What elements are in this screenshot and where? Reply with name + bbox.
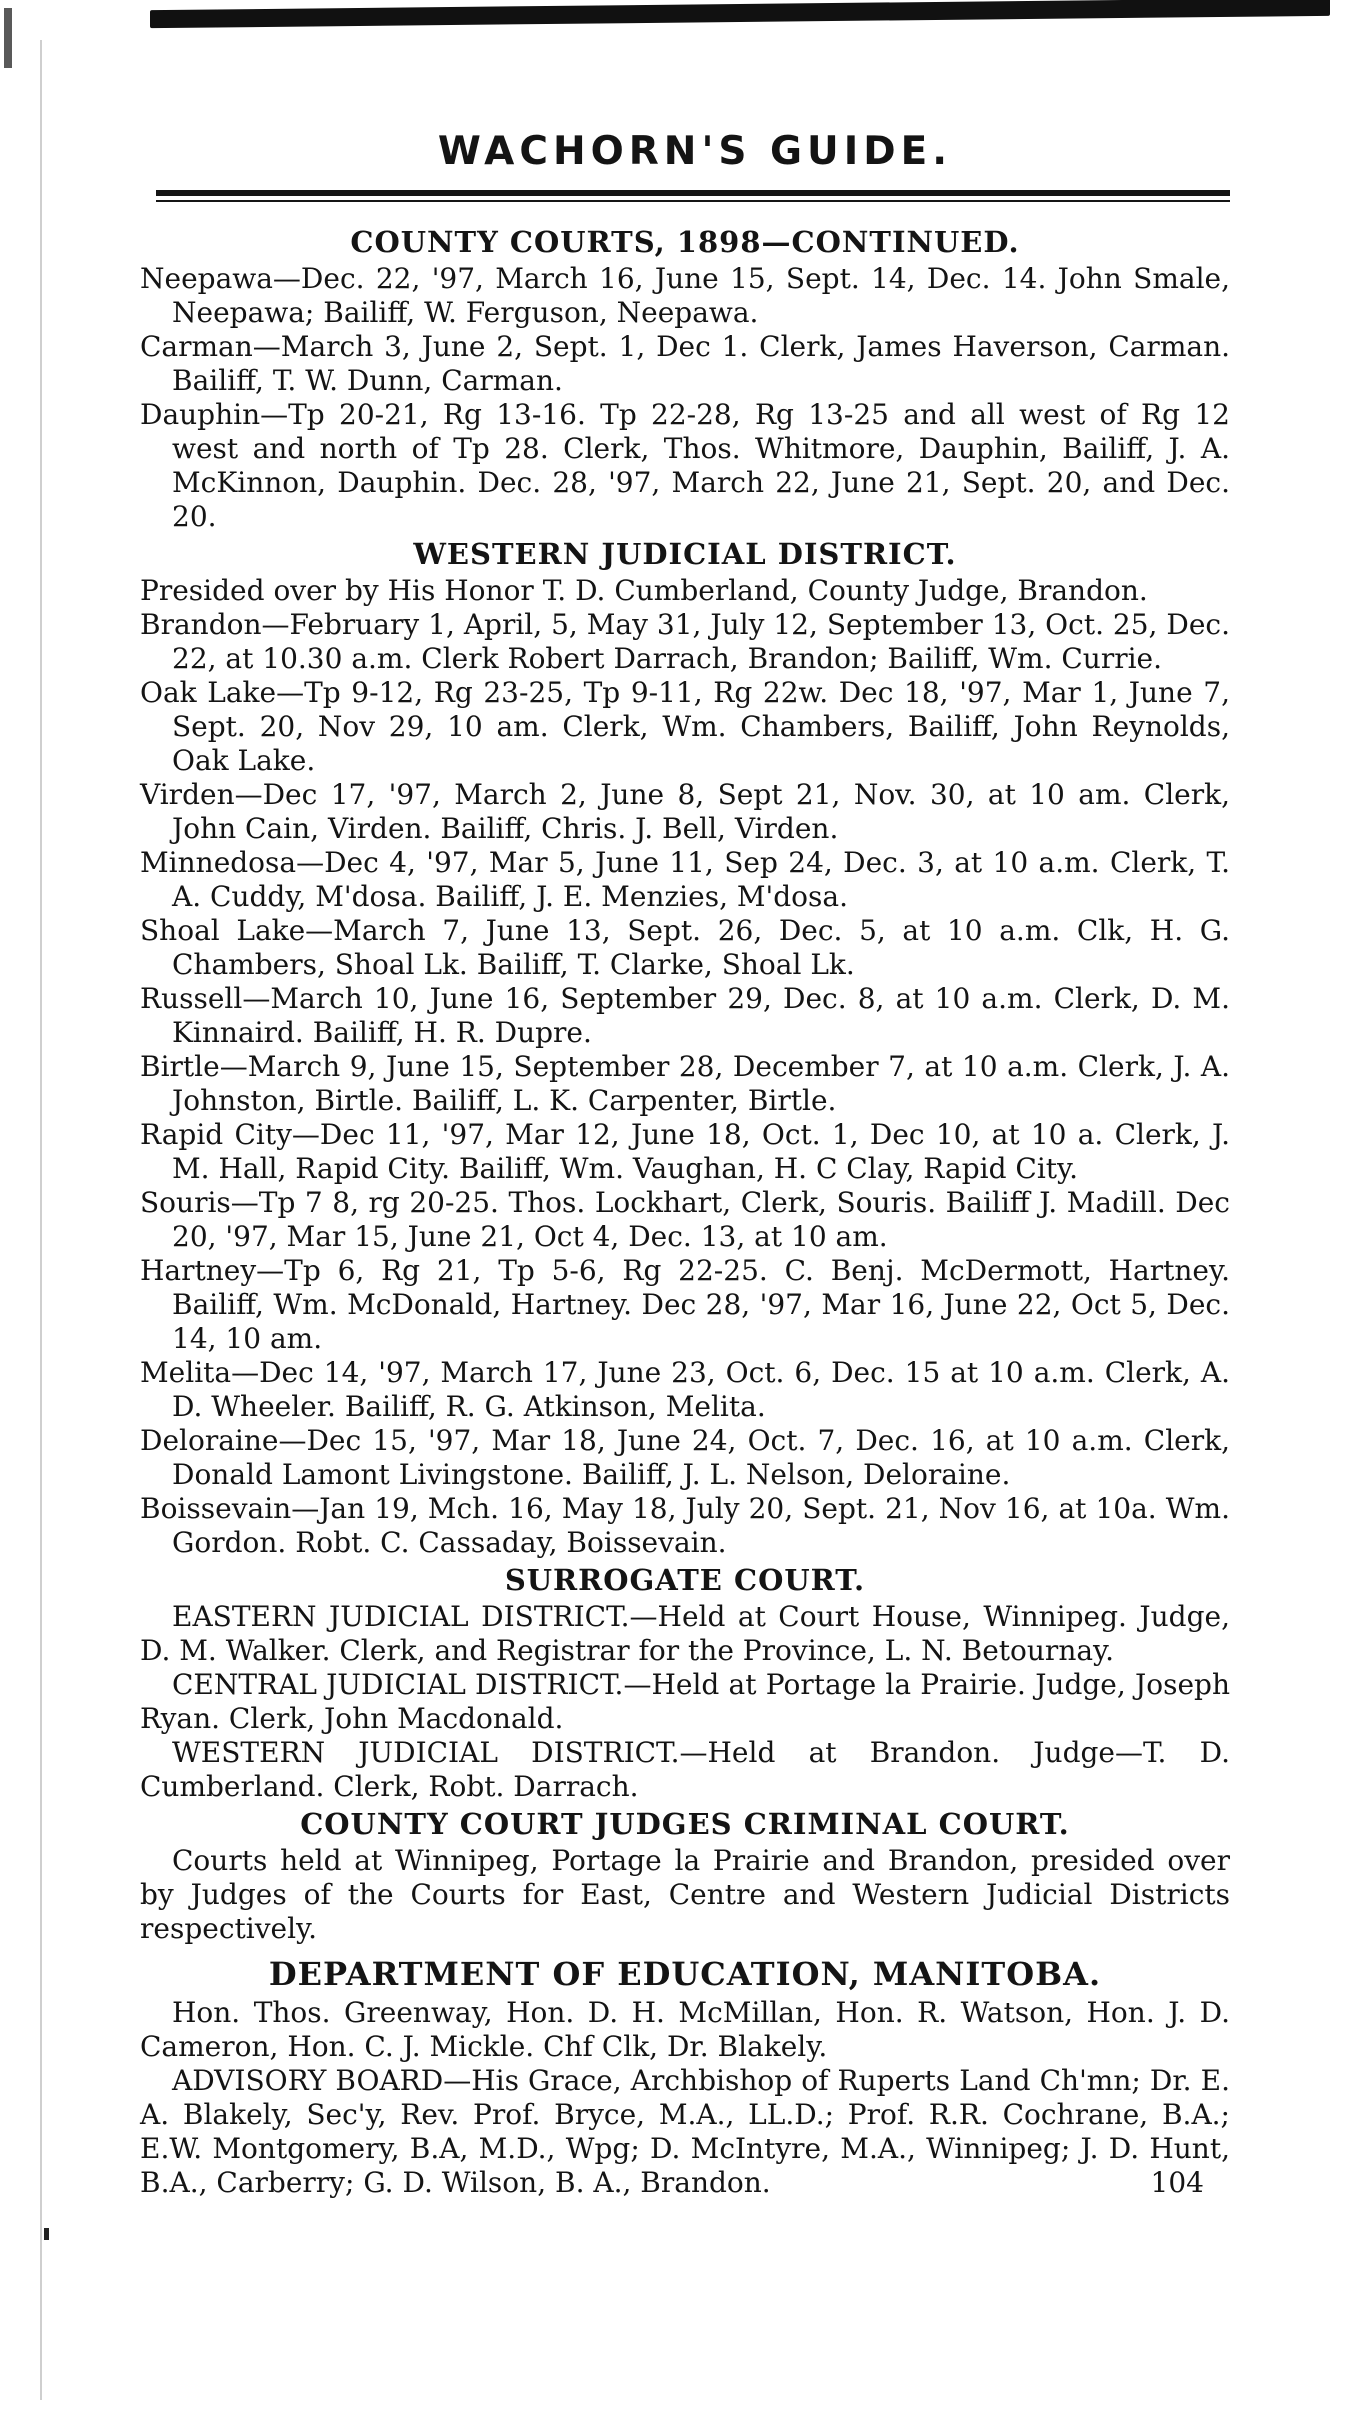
surrogate-court-section <box>140 1560 1230 1804</box>
court-entry: Dauphin—Tp 20-21, Rg 13-16. Tp 22-28, Rg 13-25 and all west of Rg 12 west and north of Tp 28. Clerk, Thos. Whitmore, Dauphin, Bailiff, J. A. McKinnon, Dauphin. Dec. 28, '97, March 22, June 21, Sept. 20, and Dec. 20. <box>140 398 1230 533</box>
head-rule-thick <box>156 190 1230 196</box>
page-number: 104 <box>1150 2166 1204 2199</box>
western-district-section <box>140 534 1230 1560</box>
page-footer <box>140 2166 1230 2238</box>
court-paragraph: Courts held at Winnipeg, Portage la Prairie and Brandon, presided over by Judges of the Courts for East, Centre and Western Judicial Districts respectively. <box>140 1844 1230 1945</box>
court-entry: Boissevain—Jan 19, Mch. 16, May 18, July 20, Sept. 21, Nov 16, at 10a. Wm. Gordon. Robt. C. Cassaday, Boissevain. <box>140 1492 1230 1559</box>
head-rule-thin <box>156 200 1230 202</box>
court-entry: Virden—Dec 17, '97, March 2, June 8, Sept 21, Nov. 30, at 10 am. Clerk, John Cain, Virden. Bailiff, Chris. J. Bell, Virden. <box>140 778 1230 845</box>
court-entry: Birtle—March 9, June 15, September 28, December 7, at 10 a.m. Clerk, J. A. Johnston, Birtle. Bailiff, L. K. Carpenter, Birtle. <box>140 1050 1230 1117</box>
page-content <box>140 128 1230 2238</box>
section-heading: SURROGATE COURT. <box>504 1563 866 1597</box>
court-entry: Souris—Tp 7 8, rg 20-25. Thos. Lockhart, Clerk, Souris. Bailiff J. Madill. Dec 20, '97, Mar 15, June 21, Oct 4, Dec. 13, at 10 am. <box>140 1186 1230 1253</box>
court-entry: Russell—March 10, June 16, September 29, Dec. 8, at 10 a.m. Clerk, D. M. Kinnaird. Bailiff, H. R. Dupre. <box>140 982 1230 1049</box>
court-entry: Neepawa—Dec. 22, '97, March 16, June 15, Sept. 14, Dec. 14. John Smale, Neepawa; Bailiff, W. Ferguson, Neepawa. <box>140 262 1230 329</box>
running-head: WACHORN'S GUIDE. <box>437 129 953 174</box>
county-courts-section <box>140 222 1230 534</box>
court-entry: Melita—Dec 14, '97, March 17, June 23, Oct. 6, Dec. 15 at 10 a.m. Clerk, A. D. Wheeler. Bailiff, R. G. Atkinson, Melita. <box>140 1356 1230 1423</box>
education-paragraph: ADVISORY BOARD—His Grace, Archbishop of Ruperts Land Ch'mn; Dr. E. A. Blakely, Sec'y, Rev. Prof. Bryce, M.A., LL.D.; Prof. R.R. Cochrane, B.A.; E.W. Montgomery, B.A, M.D., Wpg; D. McIntyre, M.A., Winnipeg; J. D. Hunt, B.A., Carberry; G. D. Wilson, B. A., Brandon. <box>140 2064 1230 2199</box>
court-entry: Carman—March 3, June 2, Sept. 1, Dec 1. Clerk, James Haverson, Carman. Bailiff, T. W. Dunn, Carman. <box>140 330 1230 397</box>
scan-top-edge <box>150 0 1330 28</box>
section-heading: DEPARTMENT OF EDUCATION, MANITOBA. <box>268 1955 1102 1993</box>
education-paragraph: Hon. Thos. Greenway, Hon. D. H. McMillan, Hon. R. Watson, Hon. J. D. Cameron, Hon. C. J. Mickle. Chf Clk, Dr. Blakely. <box>140 1996 1230 2063</box>
section-heading: COUNTY COURTS, 1898—CONTINUED. <box>350 225 1020 259</box>
court-entry: Minnedosa—Dec 4, '97, Mar 5, June 11, Sep 24, Dec. 3, at 10 a.m. Clerk, T. A. Cuddy, M'dosa. Bailiff, J. E. Menzies, M'dosa. <box>140 846 1230 913</box>
page-margin-shadow <box>40 40 42 2400</box>
court-entry: Shoal Lake—March 7, June 13, Sept. 26, Dec. 5, at 10 a.m. Clk, H. G. Chambers, Shoal Lk. Bailiff, T. Clarke, Shoal Lk. <box>140 914 1230 981</box>
court-entry: Oak Lake—Tp 9-12, Rg 23-25, Tp 9-11, Rg 22w. Dec 18, '97, Mar 1, June 7, Sept. 20, Nov 29, 10 am. Clerk, Wm. Chambers, Bailiff, John Reynolds, Oak Lake. <box>140 676 1230 777</box>
court-entry: Brandon—February 1, April, 5, May 31, July 12, September 13, Oct. 25, Dec. 22, at 10.30 a.m. Clerk Robert Darrach, Brandon; Bailiff, Wm. Currie. <box>140 608 1230 675</box>
section-heading: WESTERN JUDICIAL DISTRICT. <box>413 537 957 571</box>
court-paragraph: CENTRAL JUDICIAL DISTRICT.—Held at Portage la Prairie. Judge, Joseph Ryan. Clerk, John Macdonald. <box>140 1668 1230 1735</box>
court-entry: Rapid City—Dec 11, '97, Mar 12, June 18, Oct. 1, Dec 10, at 10 a. Clerk, J. M. Hall, Rapid City. Bailiff, Wm. Vaughan, H. C Clay, Rapid City. <box>140 1118 1230 1185</box>
court-entry: Hartney—Tp 6, Rg 21, Tp 5-6, Rg 22-25. C. Benj. McDermott, Hartney. Bailiff, Wm. McDonald, Hartney. Dec 28, '97, Mar 16, June 22, Oct 5, Dec. 14, 10 am. <box>140 1254 1230 1355</box>
scan-edge-mark <box>4 8 12 68</box>
education-section <box>140 1952 1230 2200</box>
court-entry: Deloraine—Dec 15, '97, Mar 18, June 24, Oct. 7, Dec. 16, at 10 a.m. Clerk, Donald Lamont Livingstone. Bailiff, J. L. Nelson, Deloraine. <box>140 1424 1230 1491</box>
section-heading: COUNTY COURT JUDGES CRIMINAL COURT. <box>300 1807 1070 1841</box>
criminal-court-section <box>140 1804 1230 1946</box>
court-paragraph: EASTERN JUDICIAL DISTRICT.—Held at Court House, Winnipeg. Judge, D. M. Walker. Clerk, and Registrar for the Province, L. N. Betournay. <box>140 1600 1230 1667</box>
court-entry: Presided over by His Honor T. D. Cumberland, County Judge, Brandon. <box>140 574 1148 607</box>
ink-speck <box>44 2228 49 2240</box>
court-paragraph: WESTERN JUDICIAL DISTRICT.—Held at Brandon. Judge—T. D. Cumberland. Clerk, Robt. Darrach. <box>140 1736 1230 1803</box>
